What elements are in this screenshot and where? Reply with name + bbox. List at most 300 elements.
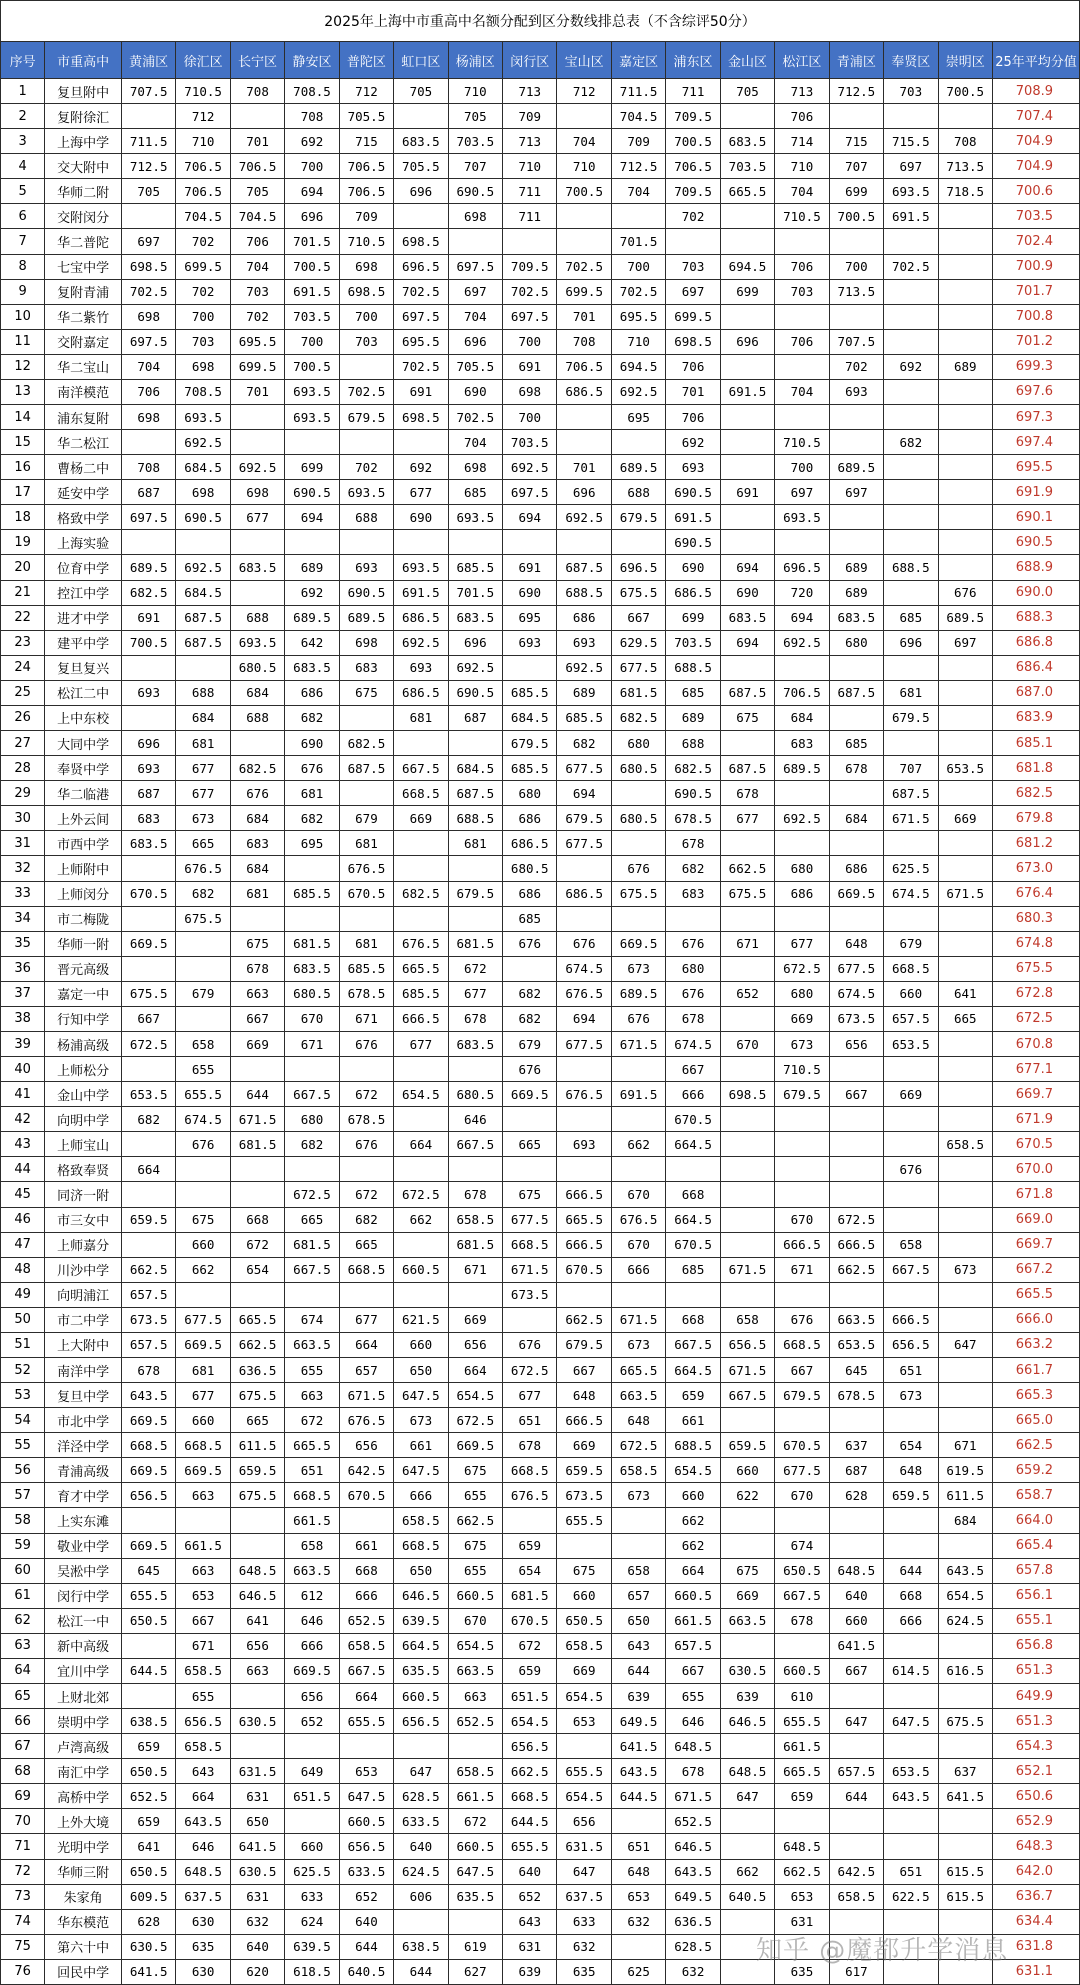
district-score-cell: 678: [121, 1357, 175, 1382]
district-score-cell: 643.5: [884, 1784, 938, 1809]
district-score-cell: 624.5: [938, 1608, 992, 1633]
district-score-cell: [285, 1157, 339, 1182]
district-score-cell: 686.5: [503, 831, 557, 856]
table-row: [1, 1734, 1080, 1759]
district-score-cell: 685.5: [503, 680, 557, 705]
district-score-cell: [339, 906, 393, 931]
district-score-cell: [611, 1809, 665, 1834]
district-score-cell: 683: [775, 731, 829, 756]
district-score-cell: 641.5: [829, 1633, 883, 1658]
average-score-cell: 677.1: [992, 1057, 1079, 1082]
district-score-cell: 710: [775, 154, 829, 179]
district-score-cell: [829, 1809, 883, 1834]
district-score-cell: 653.5: [884, 1759, 938, 1784]
row-index-cell: 65: [1, 1684, 45, 1709]
district-score-cell: 671.5: [611, 1031, 665, 1056]
school-name-cell: 复旦中学: [45, 1383, 122, 1408]
district-score-cell: [448, 1734, 502, 1759]
average-score-cell: 697.4: [992, 430, 1079, 455]
district-score-cell: 709: [611, 129, 665, 154]
district-score-cell: 688.5: [666, 1433, 720, 1458]
table-row: [1, 254, 1080, 279]
district-score-cell: 677: [720, 806, 774, 831]
district-score-cell: 704: [775, 179, 829, 204]
school-name-cell: 崇明中学: [45, 1709, 122, 1734]
district-score-cell: 672: [448, 1809, 502, 1834]
column-header: 黄浦区: [121, 42, 175, 79]
district-score-cell: 690.5: [666, 781, 720, 806]
district-score-cell: 709.5: [503, 254, 557, 279]
district-score-cell: [394, 906, 448, 931]
average-score-cell: 700.6: [992, 179, 1079, 204]
district-score-cell: 649.5: [666, 1884, 720, 1909]
district-score-cell: [448, 1057, 502, 1082]
district-score-cell: 675.5: [121, 981, 175, 1006]
district-score-cell: 676: [666, 981, 720, 1006]
district-score-cell: 684: [938, 1508, 992, 1533]
district-score-cell: 678.5: [339, 981, 393, 1006]
district-score-cell: 701: [230, 129, 284, 154]
district-score-cell: 685.5: [448, 555, 502, 580]
table-row: [1, 455, 1080, 480]
row-index-cell: 3: [1, 129, 45, 154]
district-score-cell: 689: [829, 580, 883, 605]
average-score-cell: 702.4: [992, 229, 1079, 254]
district-score-cell: [176, 1157, 230, 1182]
district-score-cell: 658: [611, 1558, 665, 1583]
district-score-cell: 688: [230, 605, 284, 630]
district-score-cell: 702: [176, 229, 230, 254]
district-score-cell: [503, 1157, 557, 1182]
row-index-cell: 19: [1, 530, 45, 555]
district-score-cell: [884, 104, 938, 129]
district-score-cell: 683.5: [121, 831, 175, 856]
district-score-cell: 697: [829, 480, 883, 505]
district-score-cell: 682.5: [611, 705, 665, 730]
district-score-cell: 644: [829, 1784, 883, 1809]
district-score-cell: 644: [339, 1934, 393, 1959]
district-score-cell: [557, 405, 611, 430]
district-score-cell: 677.5: [611, 655, 665, 680]
average-score-cell: 670.5: [992, 1132, 1079, 1157]
district-score-cell: 682: [503, 1006, 557, 1031]
school-name-cell: 延安中学: [45, 480, 122, 505]
district-score-cell: [720, 530, 774, 555]
district-score-cell: [121, 956, 175, 981]
district-score-cell: 669: [557, 1658, 611, 1683]
district-score-cell: 693.5: [230, 630, 284, 655]
district-score-cell: 654: [503, 1558, 557, 1583]
district-score-cell: 690.5: [176, 505, 230, 530]
table-row: [1, 1558, 1080, 1583]
district-score-cell: 699.5: [230, 354, 284, 379]
average-score-cell: 673.0: [992, 856, 1079, 881]
district-score-cell: 678: [666, 831, 720, 856]
average-score-cell: 665.4: [992, 1533, 1079, 1558]
district-score-cell: 678: [666, 1006, 720, 1031]
district-score-cell: 639.5: [285, 1934, 339, 1959]
district-score-cell: [938, 1282, 992, 1307]
row-index-cell: 50: [1, 1307, 45, 1332]
district-score-cell: 665.5: [775, 1759, 829, 1784]
district-score-cell: 674: [285, 1307, 339, 1332]
district-score-cell: 676: [666, 931, 720, 956]
district-score-cell: 691: [503, 354, 557, 379]
district-score-cell: 675.5: [938, 1709, 992, 1734]
average-score-cell: 664.0: [992, 1508, 1079, 1533]
district-score-cell: 699: [829, 179, 883, 204]
district-score-cell: 649: [285, 1759, 339, 1784]
school-name-cell: 七宝中学: [45, 254, 122, 279]
table-row: [1, 931, 1080, 956]
district-score-cell: 654.5: [666, 1458, 720, 1483]
district-score-cell: [176, 931, 230, 956]
average-score-cell: 649.9: [992, 1684, 1079, 1709]
row-index-cell: 56: [1, 1458, 45, 1483]
district-score-cell: 708.5: [285, 79, 339, 104]
row-index-cell: 71: [1, 1834, 45, 1859]
district-score-cell: 635.5: [394, 1658, 448, 1683]
district-score-cell: 702: [176, 279, 230, 304]
district-score-cell: 668.5: [339, 1257, 393, 1282]
table-row: [1, 580, 1080, 605]
district-score-cell: 638.5: [121, 1709, 175, 1734]
table-row: [1, 1809, 1080, 1834]
table-row: [1, 1132, 1080, 1157]
district-score-cell: 679.5: [339, 405, 393, 430]
district-score-cell: 668.5: [503, 1784, 557, 1809]
district-score-cell: 698.5: [121, 254, 175, 279]
district-score-cell: 665.5: [285, 1433, 339, 1458]
district-score-cell: [557, 1057, 611, 1082]
district-score-cell: [230, 1282, 284, 1307]
district-score-cell: 635.5: [448, 1884, 502, 1909]
district-score-cell: 652.5: [666, 1809, 720, 1834]
district-score-cell: 685: [666, 1257, 720, 1282]
district-score-cell: 701.5: [611, 229, 665, 254]
district-score-cell: [775, 1132, 829, 1157]
district-score-cell: 712.5: [829, 79, 883, 104]
district-score-cell: 640: [394, 1834, 448, 1859]
district-score-cell: 673: [176, 806, 230, 831]
district-score-cell: [285, 530, 339, 555]
district-score-cell: 674.5: [176, 1107, 230, 1132]
table-row: [1, 405, 1080, 430]
district-score-cell: 705: [121, 179, 175, 204]
table-row: [1, 605, 1080, 630]
district-score-cell: 699: [666, 605, 720, 630]
district-score-cell: 690: [503, 580, 557, 605]
district-score-cell: 684.5: [176, 580, 230, 605]
district-score-cell: [557, 104, 611, 129]
district-score-cell: 704: [611, 179, 665, 204]
row-index-cell: 7: [1, 229, 45, 254]
district-score-cell: 678: [448, 1006, 502, 1031]
district-score-cell: 670.5: [557, 1257, 611, 1282]
school-name-cell: 向明中学: [45, 1107, 122, 1132]
district-score-cell: 686.5: [394, 605, 448, 630]
district-score-cell: 710.5: [775, 204, 829, 229]
school-name-cell: 复旦复兴: [45, 655, 122, 680]
district-score-cell: [121, 705, 175, 730]
district-score-cell: 666.5: [557, 1232, 611, 1257]
district-score-cell: 649.5: [611, 1709, 665, 1734]
district-score-cell: 664: [176, 1784, 230, 1809]
district-score-cell: 663.5: [720, 1608, 774, 1633]
district-score-cell: [938, 455, 992, 480]
district-score-cell: [339, 1734, 393, 1759]
district-score-cell: 648.5: [720, 1759, 774, 1784]
district-score-cell: [720, 655, 774, 680]
district-score-cell: [829, 405, 883, 430]
district-score-cell: [503, 1508, 557, 1533]
district-score-cell: [829, 430, 883, 455]
district-score-cell: [938, 1633, 992, 1658]
district-score-cell: [230, 1684, 284, 1709]
district-score-cell: [176, 1508, 230, 1533]
district-score-cell: 712.5: [611, 154, 665, 179]
district-score-cell: 670.5: [339, 1483, 393, 1508]
district-score-cell: 664: [121, 1157, 175, 1182]
district-score-cell: [720, 455, 774, 480]
district-score-cell: [285, 1809, 339, 1834]
district-score-cell: 689.5: [339, 605, 393, 630]
district-score-cell: 690.5: [666, 530, 720, 555]
average-score-cell: 659.2: [992, 1458, 1079, 1483]
district-score-cell: 688: [611, 480, 665, 505]
district-score-cell: 697: [938, 630, 992, 655]
district-score-cell: 658.5: [176, 1734, 230, 1759]
district-score-cell: 643.5: [666, 1859, 720, 1884]
district-score-cell: 666.5: [829, 1232, 883, 1257]
school-name-cell: 育才中学: [45, 1483, 122, 1508]
district-score-cell: 648.5: [775, 1834, 829, 1859]
district-score-cell: 698: [230, 480, 284, 505]
district-score-cell: 687.5: [720, 680, 774, 705]
table-row: [1, 304, 1080, 329]
district-score-cell: 678: [720, 781, 774, 806]
school-name-cell: 浦东复附: [45, 405, 122, 430]
district-score-cell: 680: [666, 956, 720, 981]
district-score-cell: 687.5: [829, 680, 883, 705]
district-score-cell: [884, 379, 938, 404]
average-score-cell: 642.0: [992, 1859, 1079, 1884]
district-score-cell: [720, 1959, 774, 1984]
row-index-cell: 15: [1, 430, 45, 455]
district-score-cell: 644: [394, 1959, 448, 1984]
district-score-cell: 671.5: [230, 1107, 284, 1132]
district-score-cell: 669: [720, 1583, 774, 1608]
district-score-cell: 702: [829, 354, 883, 379]
district-score-cell: 640.5: [720, 1884, 774, 1909]
district-score-cell: [775, 1408, 829, 1433]
district-score-cell: 644.5: [611, 1784, 665, 1809]
district-score-cell: [829, 1408, 883, 1433]
row-index-cell: 33: [1, 881, 45, 906]
district-score-cell: 682.5: [666, 756, 720, 781]
district-score-cell: 656.5: [121, 1483, 175, 1508]
district-score-cell: 664: [394, 1132, 448, 1157]
district-score-cell: 662: [720, 1859, 774, 1884]
district-score-cell: 651.5: [285, 1784, 339, 1809]
district-score-cell: 667: [121, 1006, 175, 1031]
district-score-cell: 689: [829, 555, 883, 580]
district-score-cell: 652: [285, 1709, 339, 1734]
district-score-cell: 691: [121, 605, 175, 630]
district-score-cell: 647: [938, 1332, 992, 1357]
district-score-cell: 621.5: [394, 1307, 448, 1332]
district-score-cell: 684.5: [448, 756, 502, 781]
district-score-cell: 689.5: [121, 555, 175, 580]
district-score-cell: 657: [611, 1583, 665, 1608]
district-score-cell: 695: [503, 605, 557, 630]
district-score-cell: [938, 906, 992, 931]
district-score-cell: 650.5: [121, 1759, 175, 1784]
district-score-cell: 661.5: [176, 1533, 230, 1558]
row-index-cell: 2: [1, 104, 45, 129]
row-index-cell: 25: [1, 680, 45, 705]
district-score-cell: 708.5: [176, 379, 230, 404]
district-score-cell: 691.5: [394, 580, 448, 605]
district-score-cell: [557, 1157, 611, 1182]
district-score-cell: [938, 1533, 992, 1558]
district-score-cell: 680: [503, 781, 557, 806]
district-score-cell: 675: [230, 931, 284, 956]
row-index-cell: 46: [1, 1207, 45, 1232]
district-score-cell: 671: [720, 931, 774, 956]
district-score-cell: 670: [720, 1031, 774, 1056]
district-score-cell: 669.5: [503, 1082, 557, 1107]
district-score-cell: 697: [884, 154, 938, 179]
district-score-cell: [775, 906, 829, 931]
table-row: [1, 1307, 1080, 1332]
district-score-cell: 661: [666, 1408, 720, 1433]
district-score-cell: 693.5: [884, 179, 938, 204]
district-score-cell: [884, 229, 938, 254]
district-score-cell: 665.5: [720, 179, 774, 204]
district-score-cell: [230, 1157, 284, 1182]
row-index-cell: 68: [1, 1759, 45, 1784]
district-score-cell: [720, 1006, 774, 1031]
district-score-cell: 676: [611, 1006, 665, 1031]
district-score-cell: 659: [666, 1383, 720, 1408]
district-score-cell: 611.5: [938, 1483, 992, 1508]
district-score-cell: [720, 229, 774, 254]
district-score-cell: 698: [339, 254, 393, 279]
school-name-cell: 华东模范: [45, 1909, 122, 1934]
district-score-cell: [339, 1157, 393, 1182]
school-name-cell: 上师松分: [45, 1057, 122, 1082]
district-score-cell: 653: [176, 1583, 230, 1608]
school-name-cell: 向明浦江: [45, 1282, 122, 1307]
district-score-cell: 640: [339, 1909, 393, 1934]
district-score-cell: 658.5: [557, 1633, 611, 1658]
district-score-cell: [775, 1809, 829, 1834]
district-score-cell: 678.5: [829, 1383, 883, 1408]
average-score-cell: 631.1: [992, 1959, 1079, 1984]
district-score-cell: 644.5: [121, 1658, 175, 1683]
district-score-cell: [938, 655, 992, 680]
table-row: [1, 1508, 1080, 1533]
average-score-cell: 690.5: [992, 530, 1079, 555]
row-index-cell: 75: [1, 1934, 45, 1959]
row-index-cell: 28: [1, 756, 45, 781]
district-score-cell: 684: [230, 680, 284, 705]
district-score-cell: 650.5: [121, 1859, 175, 1884]
district-score-cell: 676: [611, 856, 665, 881]
district-score-cell: [503, 956, 557, 981]
district-score-cell: 708: [938, 129, 992, 154]
district-score-cell: 706.5: [775, 680, 829, 705]
district-score-cell: 687.5: [884, 781, 938, 806]
district-score-cell: 706: [121, 379, 175, 404]
row-index-cell: 47: [1, 1232, 45, 1257]
district-score-cell: 713: [503, 79, 557, 104]
district-score-cell: 675: [339, 680, 393, 705]
table-row: [1, 1583, 1080, 1608]
district-score-cell: [230, 530, 284, 555]
district-score-cell: [339, 1508, 393, 1533]
district-score-cell: [720, 1633, 774, 1658]
column-header: 长宁区: [230, 42, 284, 79]
district-score-cell: 676: [557, 931, 611, 956]
district-score-cell: 690.5: [666, 480, 720, 505]
district-score-cell: 660: [884, 981, 938, 1006]
district-score-cell: 678: [775, 1608, 829, 1633]
district-score-cell: 662.5: [230, 1332, 284, 1357]
average-score-cell: 676.4: [992, 881, 1079, 906]
average-score-cell: 652.9: [992, 1809, 1079, 1834]
column-header: 闵行区: [503, 42, 557, 79]
district-score-cell: 667: [611, 605, 665, 630]
district-score-cell: [884, 405, 938, 430]
district-score-cell: [720, 1232, 774, 1257]
district-score-cell: 698: [448, 204, 502, 229]
district-score-cell: 640: [230, 1934, 284, 1959]
district-score-cell: 671: [938, 1433, 992, 1458]
district-score-cell: 714: [775, 129, 829, 154]
district-score-cell: 683: [230, 831, 284, 856]
district-score-cell: 641: [230, 1608, 284, 1633]
district-score-cell: [829, 1533, 883, 1558]
school-name-cell: 进才中学: [45, 605, 122, 630]
average-score-cell: 680.3: [992, 906, 1079, 931]
district-score-cell: [611, 1107, 665, 1132]
district-score-cell: 631: [503, 1934, 557, 1959]
district-score-cell: [394, 430, 448, 455]
district-score-cell: [938, 831, 992, 856]
district-score-cell: 672: [230, 1232, 284, 1257]
district-score-cell: 644: [884, 1558, 938, 1583]
average-score-cell: 674.8: [992, 931, 1079, 956]
district-score-cell: 698: [176, 480, 230, 505]
district-score-cell: 656: [557, 1809, 611, 1834]
column-header: 松江区: [775, 42, 829, 79]
row-index-cell: 72: [1, 1859, 45, 1884]
district-score-cell: 687.5: [176, 605, 230, 630]
district-score-cell: 697.5: [448, 254, 502, 279]
table-row: [1, 956, 1080, 981]
district-score-cell: 660: [557, 1583, 611, 1608]
district-score-cell: 706.5: [339, 154, 393, 179]
district-score-cell: 711: [503, 204, 557, 229]
district-score-cell: [775, 530, 829, 555]
district-score-cell: 692.5: [230, 455, 284, 480]
district-score-cell: 688: [230, 705, 284, 730]
district-score-cell: 694: [775, 605, 829, 630]
district-score-cell: 660: [285, 1834, 339, 1859]
district-score-cell: [557, 430, 611, 455]
